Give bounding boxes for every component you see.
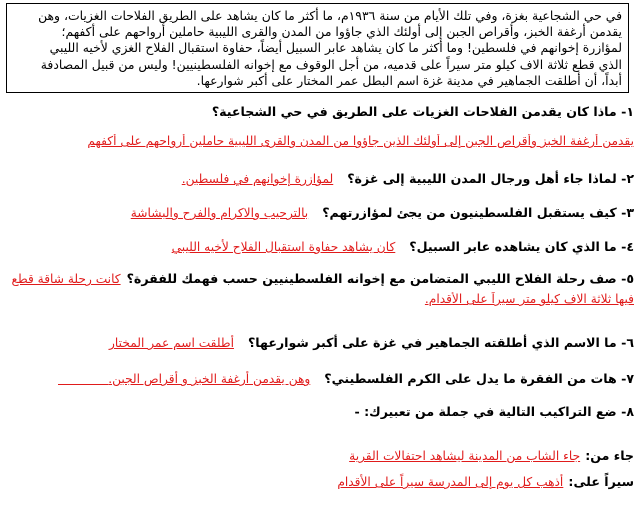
expression-answer-2: أذهب كل يوم إلى المدرسة سيراً على الأقدام bbox=[337, 475, 564, 489]
question-row-4 bbox=[8, 236, 634, 255]
question-row-2 bbox=[8, 168, 634, 187]
passage-line: يقدمن أرغفة الخبز، وأقراص الجبن إلى أولئك الذي جاؤوا من المدن والقرى الليبية حاملين أرواحهم على أكفهم؛ bbox=[61, 24, 622, 40]
passage-line: لمؤازرة إخوانهم في فلسطين! وما أكثر ما كان يشاهد عابر السبيل أيضاً، حفاوة استقبال الفلاح الغزي لأخيه الليبي bbox=[49, 40, 622, 56]
answer-2: لمؤازرة إخوانهم في فلسطين. bbox=[181, 172, 334, 186]
question-5: ٥- صف رحلة الفلاح الليبي المتضامن مع إخوانه الفلسطينيين حسب فهمك للفقرة؟ bbox=[126, 271, 634, 286]
question-row-6 bbox=[8, 332, 634, 351]
question-1: ١- ماذا كان يقدمن الفلاحات الغزيات على الطريق في حي الشجاعية؟ bbox=[211, 104, 634, 119]
expression-answer-1: جاء الشاب من المدينة ليشاهد احتفالات القرية bbox=[349, 449, 581, 463]
question-4: ٤- ما الذي كان يشاهده عابر السبيل؟ bbox=[409, 239, 634, 254]
answer-5-continued: فيها ثلاثة الاف كيلو متر سيراً على الأقدام. bbox=[424, 292, 634, 306]
expression-row-1 bbox=[8, 445, 634, 464]
passage-line: في حي الشجاعية بغزة، وفي تلك الأيام من سنة ١٩٣٦م، ما أكثر ما كان يشاهد على الطريق الفلاحات الغزيات، وهن bbox=[38, 8, 622, 23]
answer-6: أطلقت اسم عمر المختار bbox=[109, 336, 234, 350]
question-row-7 bbox=[8, 368, 634, 387]
answer-blank-line bbox=[58, 384, 108, 385]
answer-5: كانت رحلة شاقة قطع bbox=[11, 272, 121, 286]
expression-label-2: سيراً على: bbox=[568, 474, 634, 489]
question-6: ٦- ما الاسم الذي أطلقته الجماهير في غزة على أكبر شوارعها؟ bbox=[247, 335, 634, 350]
expression-row-2 bbox=[8, 471, 634, 490]
expression-label-1: جاء من: bbox=[585, 448, 634, 463]
question-row-5 bbox=[8, 268, 634, 287]
answer-7: وهن يقدمن أرغفة الخبز و أقراص الجبن. bbox=[108, 372, 311, 386]
answer-3: بالترحيب والاكرام والفرح والبشاشة bbox=[130, 206, 309, 220]
question-3: ٣- كيف يستقبل الفلسطينيون من يجئ لمؤازرتهم؟ bbox=[322, 205, 634, 220]
question-8: ٨- ضع التراكيب التالية في جملة من تعبيرك: - bbox=[354, 404, 634, 419]
reading-passage bbox=[6, 3, 629, 93]
answer-4: كان يشاهد حفاوة استقبال الفلاح لأخيه الليبي bbox=[171, 240, 396, 254]
passage-line: الذي قطع ثلاثة الاف كيلو متر سيراً على قدميه، من أجل الوقوف مع إخوانه الفلسطينيين! وليس من قبيل المصادفة bbox=[40, 56, 622, 72]
answer-1: يقدمن أرغفة الخبز وأقراص الجبن إلى أولئك الذين جاؤوا من المدن والقرى الليبية حاملين أرواحهم على أكفهم bbox=[87, 134, 634, 148]
passage-line: أبداً، أن أطلقت الجماهير في مدينة غزة اسم البطل عمر المختار على أكبر شوارعها. bbox=[196, 72, 622, 88]
question-7: ٧- هات من الفقرة ما يدل على الكرم الفلسطيني؟ bbox=[324, 371, 634, 386]
question-row-3 bbox=[8, 202, 634, 221]
question-2: ٢- لماذا جاء أهل ورجال المدن الليبية إلى غزة؟ bbox=[347, 171, 634, 186]
